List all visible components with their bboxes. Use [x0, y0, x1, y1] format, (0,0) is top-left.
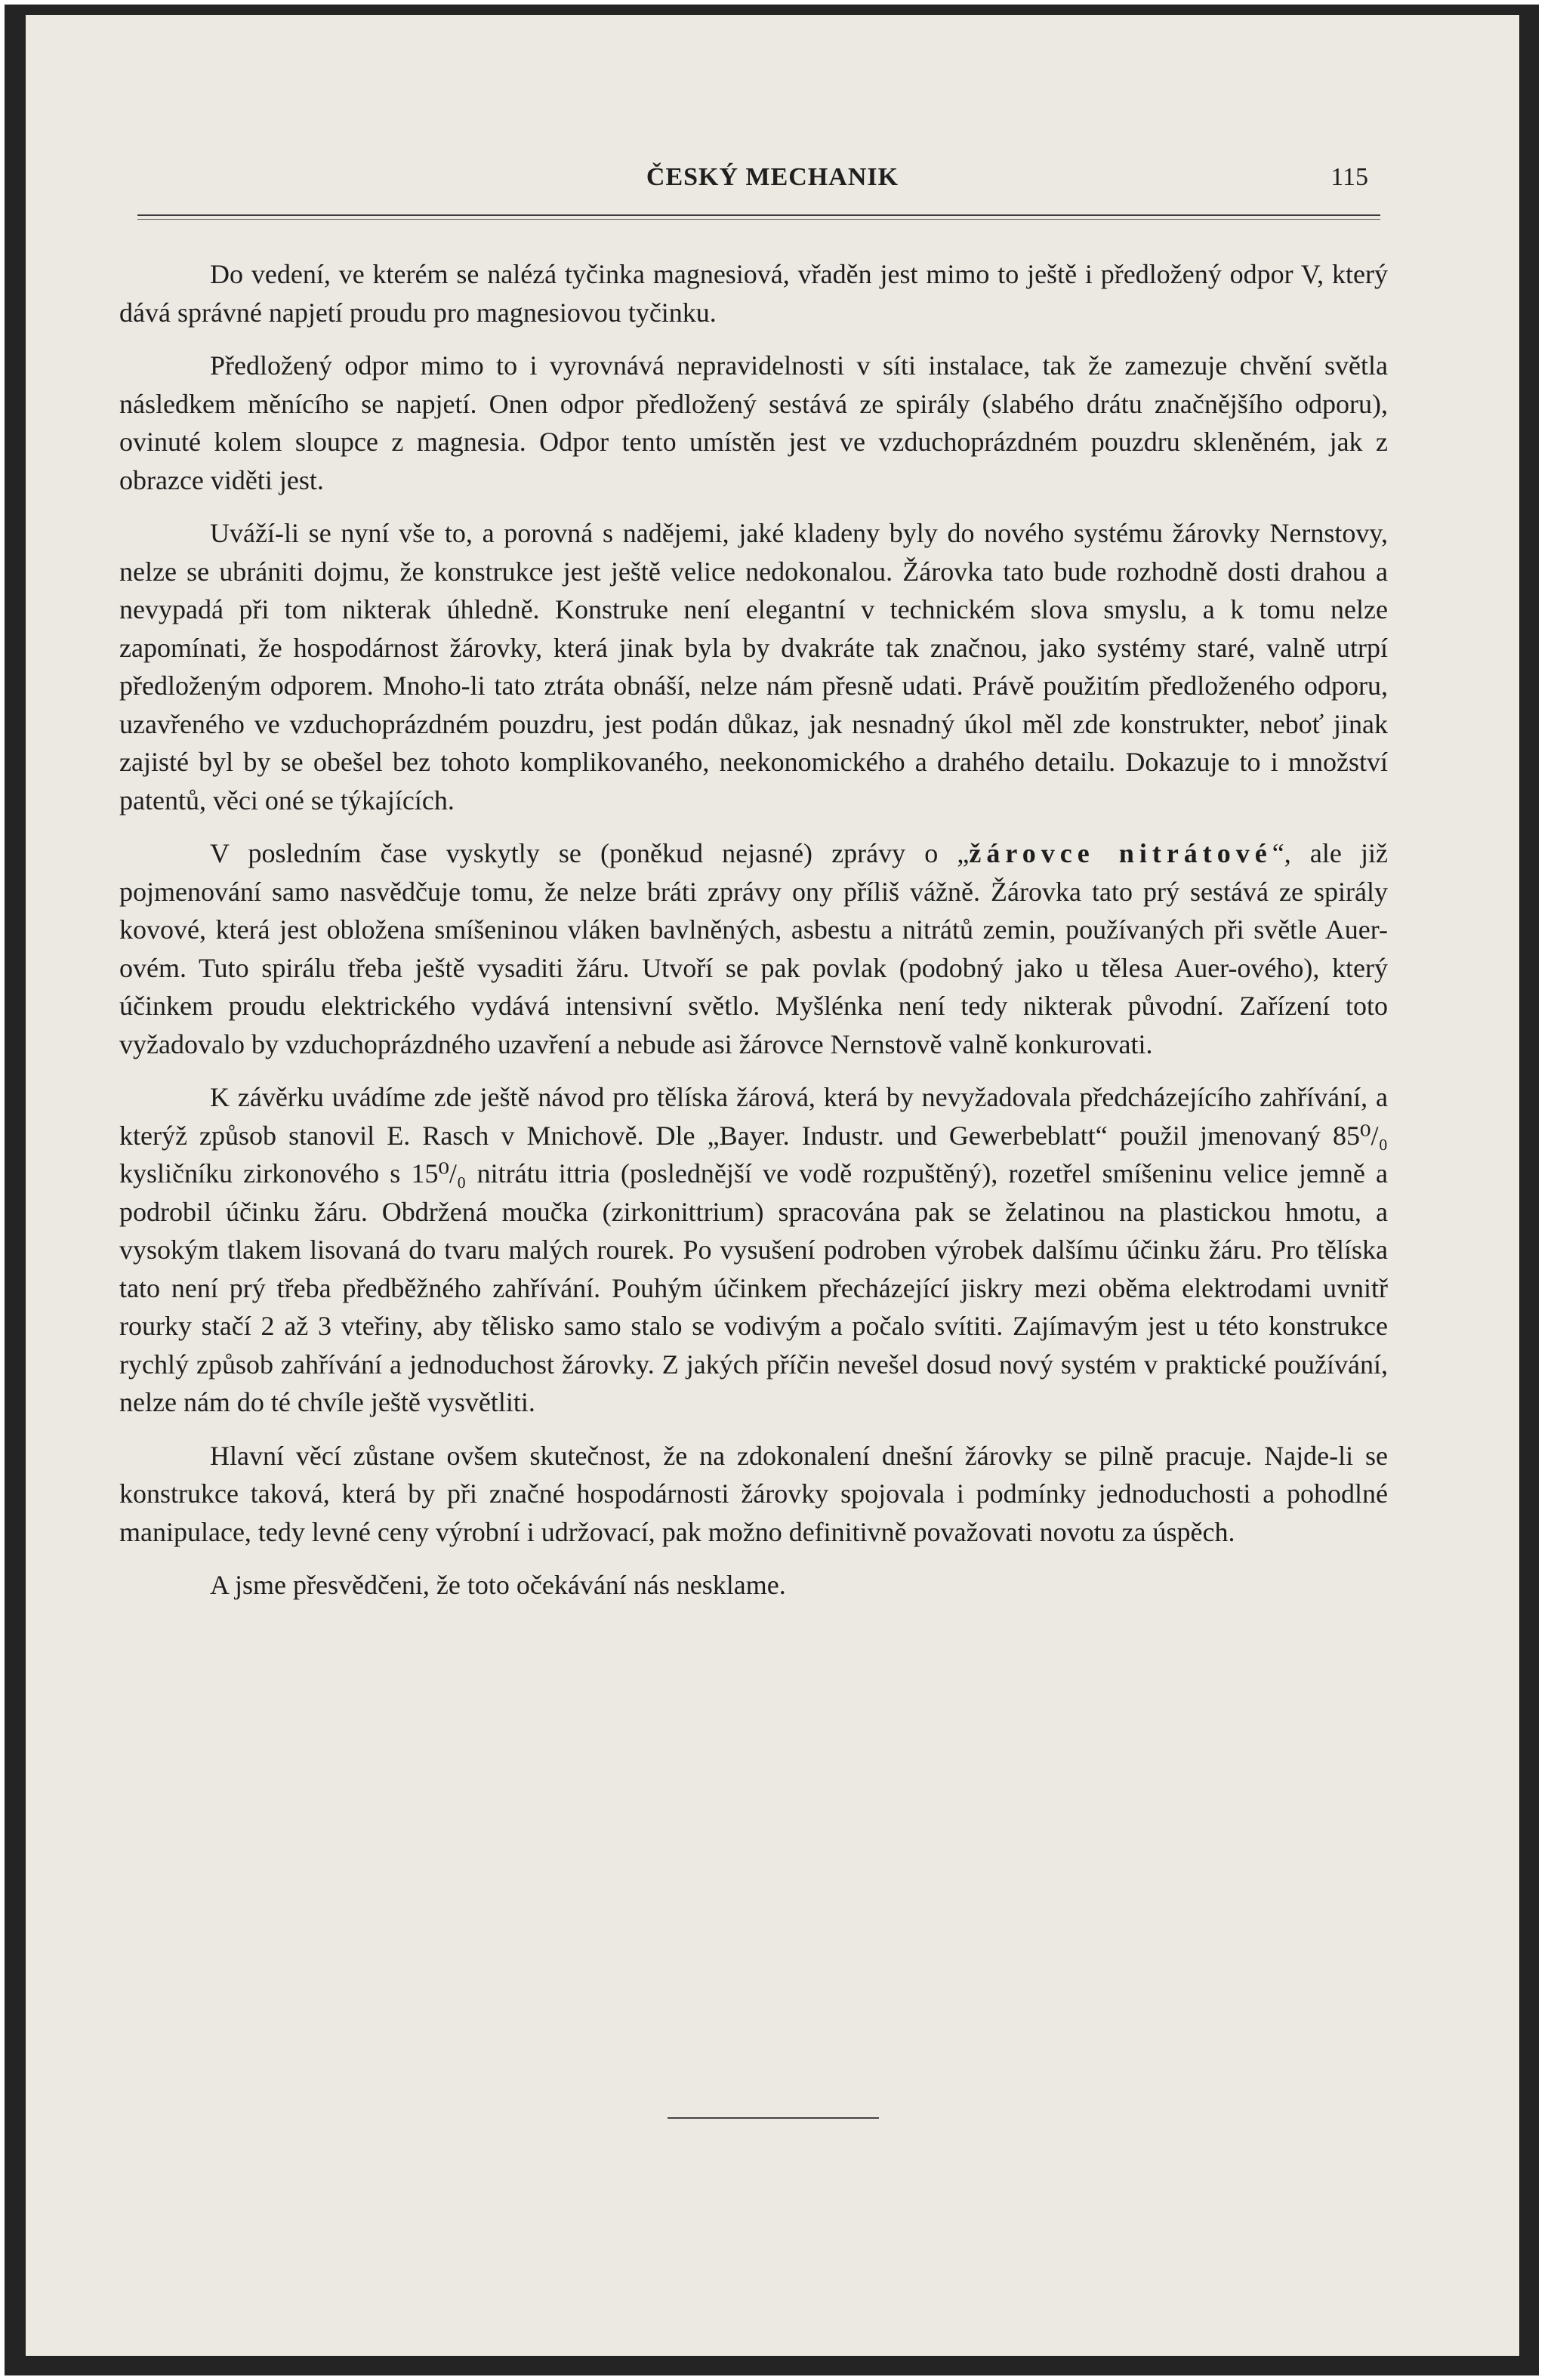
page-number: 115 [1330, 163, 1368, 191]
page [26, 15, 1519, 2356]
header-rule [137, 214, 1380, 216]
spaced-term: žárovce nitrátové [969, 838, 1272, 868]
article-body [119, 255, 1388, 1620]
paragraph-4-start: V posledním čase vyskytly se (poněkud nejasné) zprávy o „ [210, 838, 970, 868]
paragraph-3: Uváží-li se nyní vše to, a porovná s nadějemi, jaké kladeny byly do nového systému žárovky Nernstovy, nelze se ubrániti dojmu, že konstrukce jest ještě velice nedokonalou. Žárovka tato bude rozhodně dosti drahou a nevypadá při tom nikterak úhledně. Konstruke není elegantní v technickém slova smyslu, a k tomu nelze zapomínati, že hospodárnost žárovky, která jinak byla by dvakráte tak značnou, jako systémy staré, valně utrpí předloženým odporem. Mnoho-li tato ztráta obnáší, nelze nám přesně udati. Právě použitím předloženého odporu, uzavřeného ve vzduchoprázdném pouzdru, jest podán důkaz, jak nesnadný úkol měl zde konstrukter, neboť jinak zajisté byl by se obešel bez tohoto komplikovaného, neekonomického a drahého detailu. Dokazuje to i množství patentů, věci oné se týkajících. [119, 518, 1388, 815]
paragraph-1: Do vedení, ve kterém se nalézá tyčinka magnesiová, vřaděn jest mimo to ještě i předložený odpor V, který dává správné napjetí proudu pro magnesiovou tyčinku. [119, 259, 1388, 328]
paragraph-4 [119, 834, 1388, 1063]
paragraph-6: Hlavní věcí zůstane ovšem skutečnost, že na zdokonalení dnešní žárovky se pilně pracuje. Najde-li se konstrukce taková, která by při značné hospodárnosti žárovky spojovala i podmínky jednoduchosti a pohodlné manipulace, tedy levné ceny výrobní i udržovací, pak možno definitivně považovati novotu za úspěch. [119, 1440, 1388, 1547]
header-rule-thin [137, 219, 1380, 220]
running-header [26, 163, 1519, 199]
paragraph-5: K závěrku uvádíme zde ještě návod pro tělíska žárová, která by nevyžadovala předcházejícího zahřívání, a kterýž způsob stanovil E. Rasch v Mnichově. Dle „Bayer. Industr. und Gewerbeblatt“ použil jmenovaný 85⁰/₀ kysličníku zirkonového s 15⁰/₀ nitrátu ittria (poslednější ve vodě rozpuštěný), rozetřel smíšeninu velice jemně a podrobil účinku žáru. Obdržená moučka (zirkonittrium) spracována pak se želatinou na plastickou hmotu, a vysokým tlakem lisovaná do tvaru malých rourek. Po vysušení podroben výrobek dalšímu účinku žáru. Pro tělíska tato není prý třeba předběžného zahřívání. Pouhým účinkem přecházející jiskry mezi oběma elektrodami uvnitř rourky stačí 2 až 3 vteřiny, aby tělisko samo stalo se vodivým a počalo svítiti. Zajímavým jest u této konstrukce rychlý způsob zahřívání a jednoduchost žárovky. Z jakých příčin nevešel dosud nový systém v praktické používání, nelze nám do té chvíle ještě vysvětliti. [119, 1082, 1388, 1417]
end-rule [668, 2117, 879, 2119]
scan-border [5, 5, 1539, 2375]
paragraph-4-end: “, ale již pojmenování samo nasvědčuje tomu, že nelze bráti zprávy ony příliš vážně. Žárovka tato prý sestává ze spirály kovové, která jest obložena smíšeninou vláken bavlněných, asbestu a nitrátů zemin, používaných při světle Auer-ovém. Tuto spirálu třeba ještě vysaditi žáru. Utvoří se pak povlak (podobný jako u tělesa Auer-ového), který účinkem proudu elektrického vydává intensivní světlo. Myšlénka není tedy nikterak původní. Zařízení toto vyžadovalo by vzduchoprázdného uzavření a nebude asi žárovce Nernstově valně konkurovati. [119, 838, 1388, 1059]
paragraph-2: Předložený odpor mimo to i vyrovnává nepravidelnosti v síti instalace, tak že zamezuje chvění světla následkem měnícího se napjetí. Onen odpor předložený sestává ze spirály (slabého drátu značnějšího odporu), ovinuté kolem sloupce z magnesia. Odpor tento umístěn jest ve vzduchoprázdném pouzdru skleněném, jak z obrazce viděti jest. [119, 350, 1388, 495]
running-title: ČESKÝ MECHANIK [646, 163, 899, 191]
paragraph-7: A jsme přesvědčeni, že toto očekávání nás nesklame. [210, 1570, 786, 1600]
